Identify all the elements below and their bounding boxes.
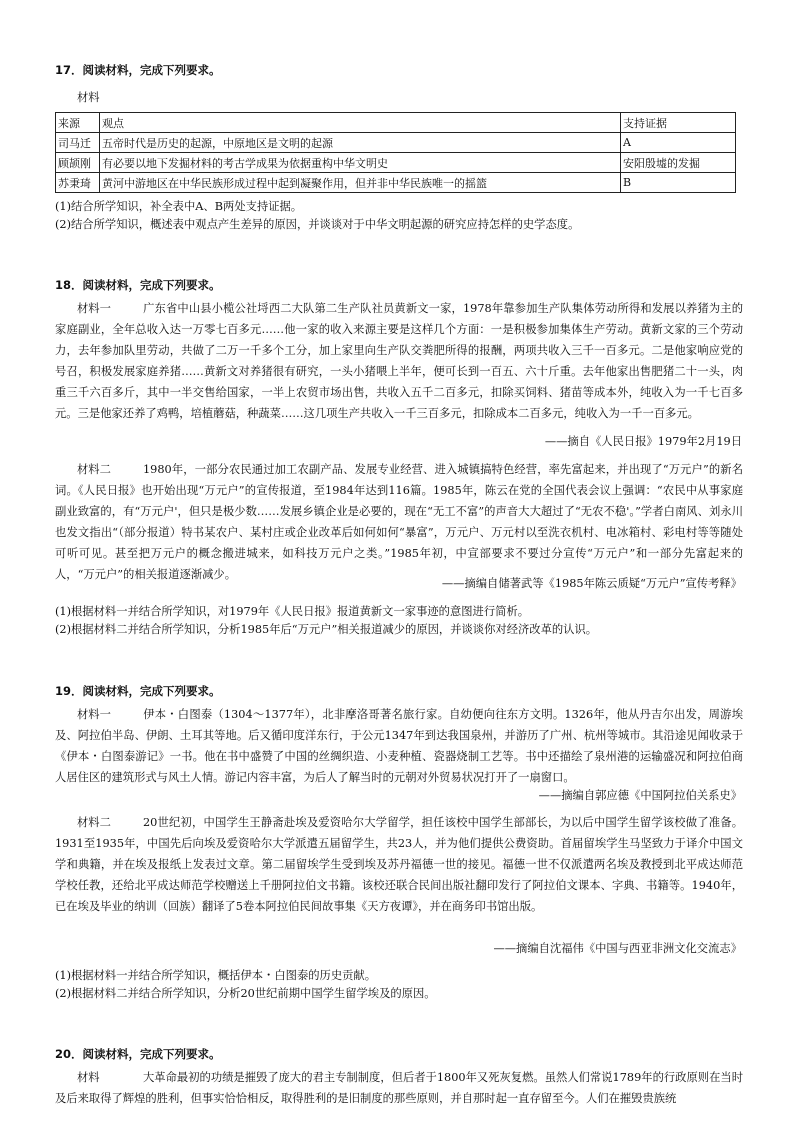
table-cell: 司马迁: [56, 133, 100, 153]
q18-material-2-text: 1980年，一部分农民通过加工农副产品、发展专业经营、进入城镇搞特色经营，率先富起来，并出现了“万元户”的新名词。《人民日报》也开始出现“万元户”的宣传报道，至1984年达到116篇。1985年，陈云在党的全国代表会议上强调：“农民中从事家庭副业致富的，有“万元户'，但只是极少数……发展乡镇企业是必要的，现在“无工不富”的声音大大超过了“无农不稳'。”学者白南风、刘永川也发文指出“（部分报道）特书某农户、某村庄或企业改革后如何如何“暴富”，万元户、万元村以至洗衣机村、电冰箱村、彩电村等等随处可听可见。甚至把万元户的概念搬进城来，如科技万元户之类。”1985年初，中宣部要求不要过分宣传“万元户”和一部分先富起来的人，“万元户”的相关报道逐渐减少。: [55, 463, 743, 581]
q18-material-1: [55, 298, 743, 424]
q20-material-text: 大革命最初的功绩是摧毁了庞大的君主专制制度，但后者于1800年又死灰复燃。虽然人们常说1789年的行政原则在当时及后来取得了辉煌的胜利，但事实恰恰相反，取得胜利的是旧制度的那些原则，并自那时起一直存留至今。人们在摧毁贵族统: [55, 1071, 743, 1105]
table-cell: B: [621, 173, 736, 193]
q17-table: [55, 112, 736, 193]
q19-subquestion-2: (2)根据材料二并结合所学知识，分析20世纪前期中国学生留学埃及的原因。: [55, 987, 436, 1000]
q19-material-1-text: 伊本・白图泰（1304～1377年），北非摩洛哥著名旅行家。自幼便向往东方文明。1326年，他从丹吉尔出发，周游埃及、阿拉伯半岛、伊朗、土耳其等地。后又循印度洋东行，于公元1347年到达我国泉州，并游历了广州、杭州等城市。其沿途见闻收录于《伊本・白图泰游记》一书。他在书中盛赞了中国的丝绸织造、小麦种植、瓷器烧制工艺等。书中还描绘了泉州港的运输盛况和阿拉伯商人居住区的建筑形式与风土人情。游记内容丰富，为后人了解当时的元朝对外贸易状况打开了一扇窗口。: [55, 708, 743, 784]
q17-title: 17．阅读材料，完成下列要求。: [55, 63, 221, 77]
q20-material: [55, 1067, 743, 1109]
q18-material-2-label: 材料二: [77, 463, 111, 476]
table-row: [56, 133, 736, 153]
q19-material-1-label: 材料一: [77, 708, 111, 721]
q17-subquestion-2: (2)结合所学知识，概述表中观点产生差异的原因，并谈谈对于中华文明起源的研究应持怎样的史学态度。: [55, 218, 580, 231]
q18-material-2: [55, 459, 743, 585]
q19-material-2: [55, 812, 743, 917]
q18-material-1-text: 广东省中山县小榄公社埒西二大队第二生产队社员黄新文一家，1978年靠参加生产队集体劳动所得和发展以养猪为主的家庭副业，全年总收入达一万零七百多元……他一家的收入来源主要是这样几个方面：一是积极参加集体生产劳动。黄新文家的三个劳动力，去年参加队里劳动，共做了二万一千多个工分，加上家里向生产队交粪肥所得的报酬，两项共收入三千一百多元。二是他家响应党的号召，积极发展家庭养猪……黄新文对养猪很有研究，一头小猪喂上半年，便可长到一百五、六十斤重。去年他家出售肥猪二十一头，肉重三千六百多斤，其中一半交售给国家，一半上农贸市场出售，共收入五千二百多元，扣除买饲料、猪苗等成本外，纯收入为一千七百多元。三是他家还养了鸡鸭，培植蘑菇，种蔬菜……这几项生产共收入一千三百多元，扣除成本二百多元，纯收入为一千一百多元。: [55, 302, 743, 420]
q19-material-2-text: 20世纪初，中国学生王静斋赴埃及爱资哈尔大学留学，担任该校中国学生部部长，为以后中国学生留学该校做了准备。1931至1935年，中国先后向埃及爱资哈尔大学派遣五届留学生，共23人，并为他们提供公费资助。首届留埃学生马坚致力于译介中国文学和典籍，并在埃及报纸上发表过文章。第二届留埃学生受到埃及苏丹福德一世的接见。福德一世不仅派遣两名埃及教授到北平成达师范学校任教，还给北平成达师范学校赠送上千册阿拉伯文书籍。该校还联合民间出版社翻印发行了阿拉伯文课本、字典、书籍等。1940年，已在埃及毕业的纳训（回族）翻译了5卷本阿拉伯民间故事集《天方夜谭》，并在商务印书馆出版。: [55, 816, 743, 913]
table-cell: 有必要以地下发掘材料的考古学成果为依据重构中华文明史: [100, 153, 621, 173]
q18-title: 18．阅读材料，完成下列要求。: [55, 278, 221, 292]
q19-material-2-label: 材料二: [77, 816, 111, 829]
q18-material-1-label: 材料一: [77, 302, 111, 315]
table-header-cell: 来源: [56, 113, 100, 133]
q19-material-1: [55, 704, 743, 788]
table-cell: A: [621, 133, 736, 153]
q18-subquestion-1: (1)根据材料一并结合所学知识，对1979年《人民日报》报道黄新文一家事迹的意图进行简析。: [55, 605, 530, 618]
q20-material-label: 材料: [77, 1071, 100, 1084]
q19-material-1-source: ——摘编自郭应德《中国阿拉伯关系史》: [538, 789, 742, 802]
table-cell: 顾颉刚: [56, 153, 100, 173]
q20-title: 20．阅读材料，完成下列要求。: [55, 1047, 221, 1061]
q17-subquestion-1: (1)结合所学知识，补全表中A、B两处支持证据。: [55, 200, 303, 213]
table-header-cell: 支持证据: [621, 113, 736, 133]
q19-subquestion-1: (1)根据材料一并结合所学知识，概括伊本・白图泰的历史贡献。: [55, 969, 377, 982]
table-cell: 安阳殷墟的发掘: [621, 153, 736, 173]
q18-subquestion-2: (2)根据材料二并结合所学知识，分析1985年后“万元户”相关报道减少的原因，并谈谈你对经济改革的认识。: [55, 623, 598, 636]
table-row: [56, 153, 736, 173]
q19-material-2-source: ——摘编自沈福伟《中国与西亚非洲文化交流志》: [493, 942, 742, 955]
table-cell: 黄河中游地区在中华民族形成过程中起到凝聚作用，但并非中华民族唯一的摇篮: [100, 173, 621, 193]
q18-material-2-source: ——摘编自储著武等《1985年陈云质疑“万元户”宣传考释》: [441, 577, 742, 590]
q17-material-label: 材料: [77, 91, 100, 104]
table-header-cell: 观点: [100, 113, 621, 133]
table-header-row: [56, 113, 736, 133]
q19-title: 19．阅读材料，完成下列要求。: [55, 684, 221, 698]
table-cell: 五帝时代是历史的起源，中原地区是文明的起源: [100, 133, 621, 153]
table-cell: 苏秉琦: [56, 173, 100, 193]
table-row: [56, 173, 736, 193]
q18-material-1-source: ——摘自《人民日报》1979年2月19日: [544, 435, 742, 448]
